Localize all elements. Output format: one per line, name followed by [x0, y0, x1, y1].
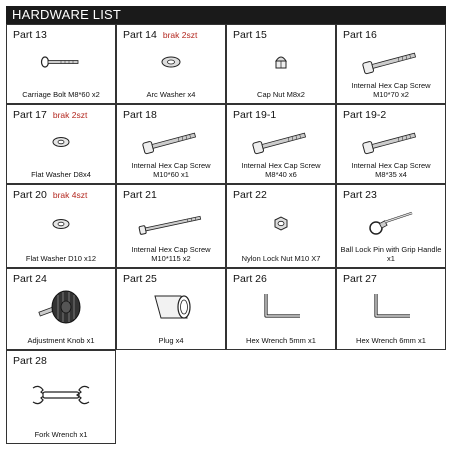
part-cell	[6, 350, 116, 444]
part-caption: Plug x4	[158, 336, 184, 345]
part-caption: Cap Nut M8x2	[257, 90, 305, 99]
part-number-label: Part 23	[343, 189, 377, 201]
part-caption: Arc Washer x4	[146, 90, 196, 99]
fork-wrench-icon	[7, 367, 115, 423]
part-cell	[336, 24, 446, 104]
part-cell	[226, 24, 336, 104]
part-number	[233, 29, 267, 41]
hex-wrench-icon	[227, 285, 335, 329]
long-screw-icon	[117, 201, 225, 247]
part-number	[343, 189, 377, 201]
part-caption: Flat Washer D8x4	[31, 170, 91, 179]
part-cell	[226, 184, 336, 268]
part-number-label: Part 26	[233, 273, 267, 285]
part-number-label: Part 19-1	[233, 109, 277, 121]
part-number-label: Part 22	[233, 189, 267, 201]
part-caption: Flat Washer D10 x12	[25, 254, 97, 263]
part-number-label: Part 13	[13, 29, 47, 41]
part-cell	[226, 268, 336, 350]
part-cell	[116, 104, 226, 184]
part-caption: Internal Hex Cap Screw M8*40 x6	[241, 161, 321, 179]
part-cell	[6, 268, 116, 350]
part-caption: Adjustment Knob x1	[27, 336, 95, 345]
part-number	[123, 29, 197, 41]
missing-note: brak 2szt	[52, 110, 88, 120]
hex-cap-screw-icon	[227, 121, 335, 163]
part-number-label: Part 16	[343, 29, 377, 41]
hex-cap-screw-icon	[337, 41, 445, 83]
carriage-bolt-icon	[7, 41, 115, 83]
part-number	[13, 355, 47, 367]
lock-nut-icon	[227, 201, 335, 247]
part-number-label: Part 21	[123, 189, 157, 201]
part-number-label: Part 15	[233, 29, 267, 41]
part-caption: Fork Wrench x1	[34, 430, 88, 439]
part-number-label: Part 14	[123, 29, 157, 41]
part-number	[13, 109, 87, 121]
part-number-label: Part 20	[13, 189, 47, 201]
part-cell	[336, 268, 446, 350]
part-number	[123, 189, 157, 201]
cap-nut-icon	[227, 41, 335, 83]
part-caption: Internal Hex Cap Screw M10*70 x2	[351, 81, 431, 99]
part-number	[123, 109, 157, 121]
part-number	[233, 109, 276, 121]
part-cell	[336, 104, 446, 184]
part-cell	[226, 104, 336, 184]
hardware-list-sheet	[6, 6, 446, 444]
part-cell	[6, 184, 116, 268]
part-cell	[116, 184, 226, 268]
missing-note: brak 2szt	[162, 30, 198, 40]
part-caption: Ball Lock Pin with Grip Handle x1	[340, 245, 442, 263]
plug-icon	[117, 285, 225, 329]
part-cell	[116, 268, 226, 350]
part-caption: Nylon Lock Nut M10 X7	[241, 254, 321, 263]
part-caption: Internal Hex Cap Screw M8*35 x4	[351, 161, 431, 179]
part-caption: Carriage Bolt M8*60 x2	[22, 90, 100, 99]
part-number-label: Part 24	[13, 273, 47, 285]
part-number-label: Part 25	[123, 273, 157, 285]
part-number	[13, 273, 47, 285]
part-number	[123, 273, 157, 285]
missing-note: brak 4szt	[52, 190, 88, 200]
part-cell	[6, 24, 116, 104]
part-number	[233, 189, 267, 201]
part-cell	[116, 24, 226, 104]
hex-cap-screw-icon	[337, 121, 445, 163]
part-number	[343, 109, 386, 121]
part-number	[13, 189, 87, 201]
part-caption: Internal Hex Cap Screw M10*115 x2	[131, 245, 211, 263]
arc-washer-icon	[117, 41, 225, 83]
hardware-list-title: HARDWARE LIST	[6, 6, 446, 24]
hex-cap-screw-icon	[117, 121, 225, 163]
part-number-label: Part 17	[13, 109, 47, 121]
part-cell	[336, 184, 446, 268]
part-caption: Hex Wrench 6mm x1	[356, 336, 426, 345]
part-cell	[6, 104, 116, 184]
part-number-label: Part 27	[343, 273, 377, 285]
flat-washer-icon	[7, 201, 115, 247]
part-number-label: Part 19-2	[343, 109, 387, 121]
part-number-label: Part 18	[123, 109, 157, 121]
part-number	[233, 273, 267, 285]
part-number-label: Part 28	[13, 355, 47, 367]
ball-lock-pin-icon	[337, 201, 445, 247]
part-number	[13, 29, 47, 41]
hex-wrench-icon	[337, 285, 445, 329]
part-number	[343, 29, 377, 41]
adjustment-knob-icon	[7, 285, 115, 329]
part-caption: Hex Wrench 5mm x1	[246, 336, 316, 345]
flat-washer-icon	[7, 121, 115, 163]
part-caption: Internal Hex Cap Screw M10*60 x1	[131, 161, 211, 179]
part-number	[343, 273, 377, 285]
